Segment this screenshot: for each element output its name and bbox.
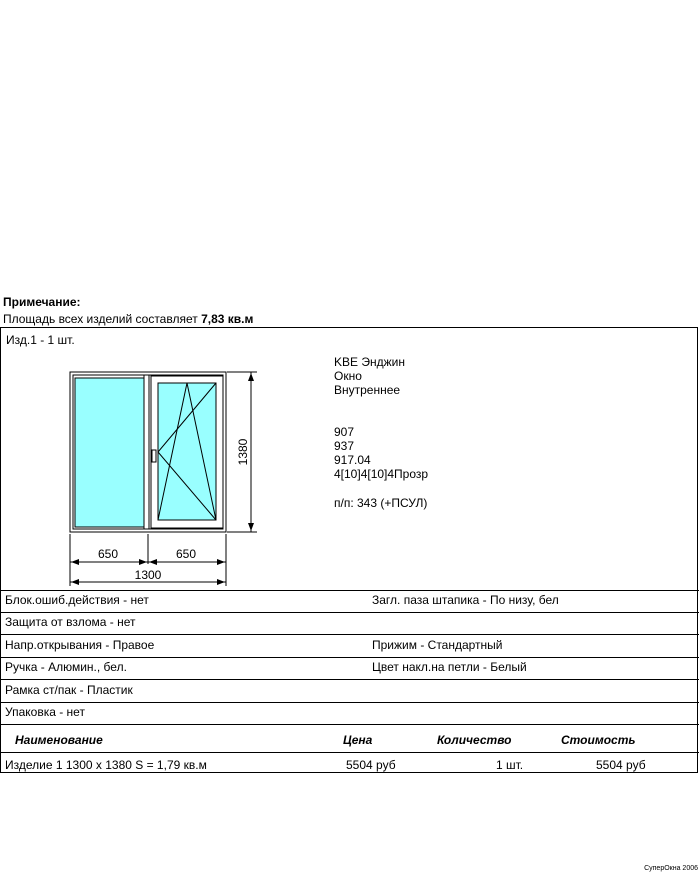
table-header-price: Цена [343,733,373,747]
window-drawing [1,328,301,590]
table-row-cost: 5504 руб [596,758,646,772]
area-value: 7,83 кв.м [201,312,254,326]
height-label: 1380 [236,438,250,466]
note-title: Примечание: [3,295,81,309]
width-left-label: 650 [97,547,119,561]
handle-icon [152,450,156,462]
mullion [144,375,149,529]
spec-code-3: 917.04 [334,453,371,467]
footer-credit: СуперОкна 2006 [644,865,698,872]
item-card [0,327,698,773]
table-header-qty: Количество [437,733,512,747]
left-glass-pane [75,378,144,527]
right-glass-pane [158,383,216,520]
spec-code-1: 907 [334,425,355,439]
width-total-label: 1300 [134,568,162,582]
spec-profile: KBE Энджин [334,355,405,369]
option-burglary: Защита от взлома - нет [5,615,136,629]
option-frame: Рамка ст/пак - Пластик [5,683,133,697]
spec-side: Внутреннее [334,383,401,397]
option-block-error: Блок.ошиб.действия - нет [5,593,149,607]
spec-type: Окно [334,369,362,383]
table-row-price: 5504 руб [346,758,396,772]
option-opening: Напр.открывания - Правое [5,638,155,652]
spec-glass: 4[10]4[10]4Прозр [334,467,429,481]
option-hinge-color: Цвет накл.на петли - Белый [372,660,527,674]
table-row-name: Изделие 1 1300 x 1380 S = 1,79 кв.м [5,758,207,772]
option-handle: Ручка - Алюмин., бел. [5,660,127,674]
area-prefix: Площадь всех изделий составляет [3,312,202,326]
spec-code-2: 937 [334,439,355,453]
option-package: Упаковка - нет [5,705,85,719]
table-row-qty: 1 шт. [496,758,524,772]
table-header-name: Наименование [15,733,103,747]
option-glazing-bead: Загл. паза штапика - По низу, бел [372,593,559,607]
total-area-note [3,312,253,326]
option-clamp: Прижим - Стандартный [372,638,503,652]
width-right-label: 650 [175,547,197,561]
item-header: Изд.1 - 1 шт. [6,333,75,347]
table-header-cost: Стоимость [561,733,636,747]
spec-pp: п/п: 343 (+ПСУЛ) [334,496,428,510]
